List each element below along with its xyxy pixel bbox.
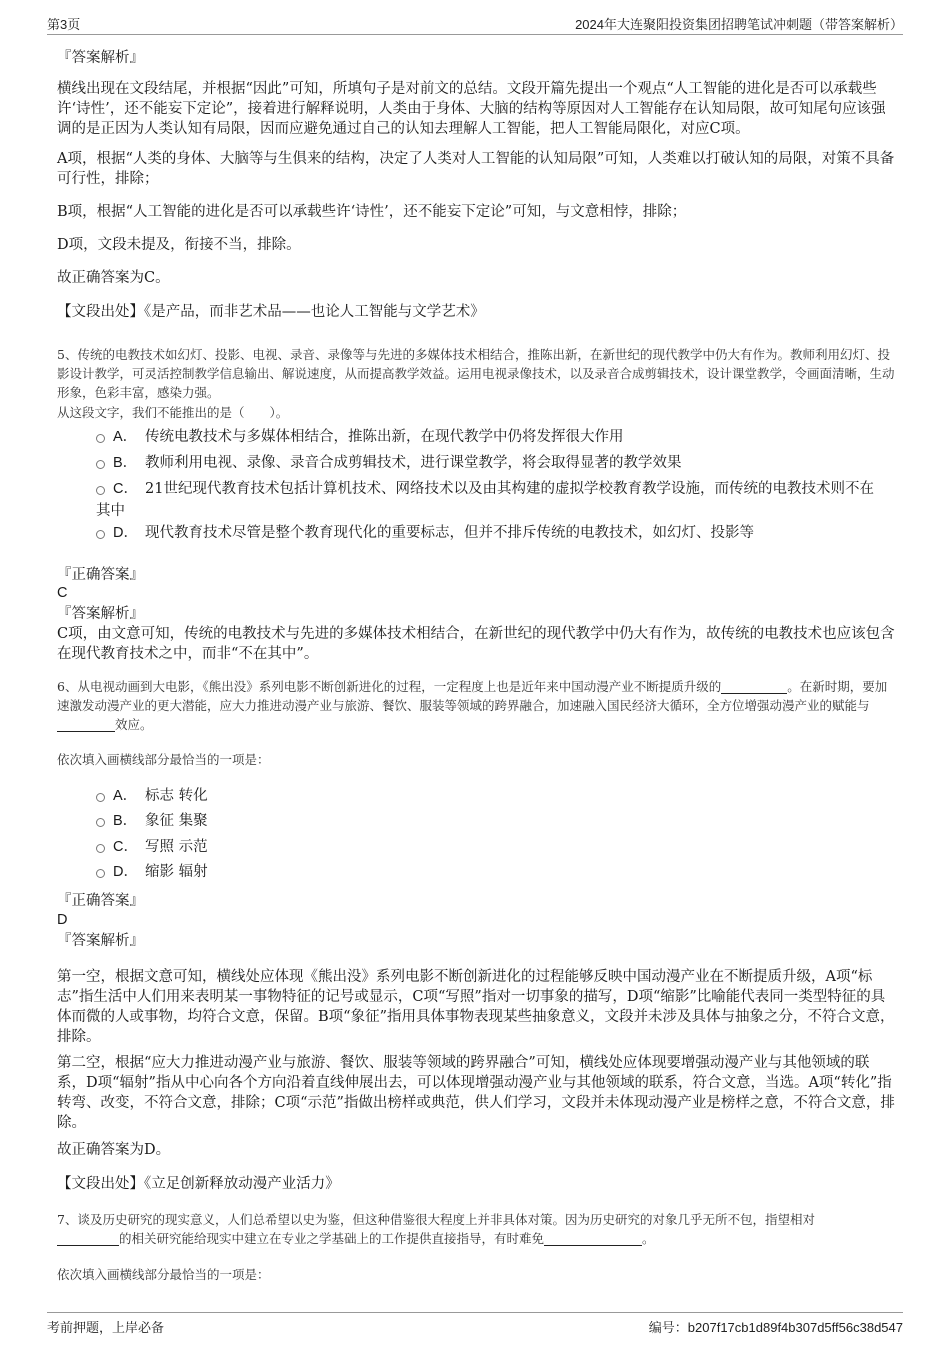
option-d[interactable]: [96, 861, 886, 883]
radio-icon[interactable]: [96, 434, 105, 443]
answer-heading: 『正确答案』: [57, 567, 144, 583]
analysis-heading: 『答案解析』: [57, 50, 144, 66]
passage-source: 【文段出处】《是产品，而非艺术品——也论人工智能与文学艺术》: [57, 304, 485, 320]
option-text: 写照 示范: [145, 839, 208, 855]
analysis-paragraph: A项，根据“人类的身体、大脑等与生俱来的结构，决定了人类对人工智能的认知局限”可知，人类难以打破认知的局限，对策不具备可行性，排除；: [57, 151, 895, 187]
radio-icon[interactable]: [96, 793, 105, 802]
analysis-conclusion: 故正确答案为D。: [57, 1142, 171, 1158]
option-letter: D．: [113, 864, 138, 880]
analysis-heading: 『答案解析』: [57, 933, 144, 949]
stem-text: 7、谈及历史研究的现实意义，人们总希望以史为鉴，但这种借鉴很大程度上并非具体对策。因为历史研究的对象几乎无所不包，指望相对: [57, 1212, 815, 1227]
option-c[interactable]: [96, 478, 886, 522]
radio-icon[interactable]: [96, 869, 105, 878]
question-6-prompt: 依次填入画横线部分最恰当的一项是：: [57, 752, 270, 767]
answer-heading: 『正确答案』: [57, 893, 144, 909]
option-a[interactable]: [96, 426, 886, 448]
option-text: 传统电教技术与多媒体相结合，推陈出新，在现代教学中仍将发挥很大作用: [145, 429, 624, 445]
correct-answer: C: [57, 585, 68, 601]
analysis-paragraph: D项，文段未提及，衔接不当，排除。: [57, 237, 301, 253]
option-letter: C．: [113, 481, 138, 497]
question-6-stem: [57, 677, 895, 734]
option-text: 象征 集聚: [145, 813, 208, 829]
passage-source: 【文段出处】《立足创新释放动漫产业活力》: [57, 1176, 340, 1192]
option-letter: B．: [113, 813, 138, 829]
analysis-paragraph: B项，根据“人工智能的进化是否可以承载些许‘诗性’，还不能妄下定论”可知，与文意相悖，排除；: [57, 204, 687, 220]
stem-text: 效应。: [115, 717, 153, 732]
radio-icon[interactable]: [96, 460, 105, 469]
option-text: 21世纪现代教育技术包括计算机技术、网络技术以及由其构建的虚拟学校教育教学设施，而传统的电教技术则不在其中: [96, 481, 874, 519]
radio-icon[interactable]: [96, 530, 105, 539]
option-text: 现代教育技术尽管是整个教育现代化的重要标志，但并不排斥传统的电教技术，如幻灯、投影等: [145, 525, 754, 541]
question-5-stem: 5、传统的电教技术如幻灯、投影、电视、录音、录像等与先进的多媒体技术相结合，推陈出新，在新世纪的现代教学中仍大有作为。教师利用幻灯、投影设计教学，可灵活控制教学信息输出、解说速度，从而提高教学效益。运用电视录像技术，以及录音合成剪辑技术，设计课堂教学，令画面清晰，生动形象，色彩丰富，感染力强。: [57, 347, 895, 400]
option-letter: C．: [113, 839, 138, 855]
page-number: 第3页: [47, 17, 81, 32]
document-id: 编号：b207f17cb1d89f4b307d5ff56c38d547: [648, 1320, 903, 1335]
option-text: 标志 转化: [145, 788, 208, 804]
radio-icon[interactable]: [96, 486, 105, 495]
question-7-stem: [57, 1210, 895, 1248]
fill-blank: [57, 1231, 119, 1246]
footer-slogan: 考前押题，上岸必备: [47, 1320, 165, 1335]
stem-text: 。: [642, 1231, 655, 1246]
option-b[interactable]: [96, 810, 886, 832]
correct-answer: D: [57, 912, 68, 928]
stem-text: 的相关研究能给现实中建立在专业之学基础上的工作提供直接指导，有时难免: [119, 1231, 545, 1246]
fill-blank: [544, 1231, 642, 1246]
analysis-conclusion: 故正确答案为C。: [57, 270, 170, 286]
option-letter: A．: [113, 788, 138, 804]
option-letter: D．: [113, 525, 138, 541]
option-letter: A．: [113, 429, 138, 445]
analysis-paragraph: 第一空，根据文意可知，横线处应体现《熊出没》系列电影不断创新进化的过程能够反映中国动漫产业在不断提质升级，A项“标志”指生活中人们用来表明某一事物特征的记号或显示，C项“写照”指对一切事象的描写，D项“缩影”比喻能代表同一类型特征的具体而微的人或事物，均符合文意，保留。B项“象征”指用具体事物表现某些抽象意义，文段并未涉及具体与抽象之分，不符合文意，排除。: [57, 969, 895, 1045]
option-b[interactable]: [96, 452, 886, 474]
question-5-prompt: 从这段文字，我们不能推出的是（ ）。: [57, 405, 289, 420]
stem-text: 6、从电视动画到大电影，《熊出没》系列电影不断创新进化的过程，一定程度上也是近年来中国动漫产业不断提质升级的: [57, 679, 722, 694]
radio-icon[interactable]: [96, 818, 105, 827]
option-text: 教师利用电视、录像、录音合成剪辑技术，进行课堂教学，将会取得显著的教学效果: [145, 455, 682, 471]
radio-icon[interactable]: [96, 844, 105, 853]
option-a[interactable]: [96, 785, 886, 807]
analysis-paragraph: 第二空，根据“应大力推进动漫产业与旅游、餐饮、服装等领域的跨界融合”可知，横线处应体现要增强动漫产业与其他领域的联系，D项“辐射”指从中心向各个方向沿着直线伸展出去，可以体现增强动漫产业与其他领域的联系，符合文意，当选。A项“转化”指转弯、改变，不符合文意，排除；C项“示范”指做出榜样或典范，供人们学习，文段并未体现动漫产业是榜样之意，不符合文意，排除。: [57, 1055, 895, 1131]
option-text: 缩影 辐射: [145, 864, 208, 880]
option-c[interactable]: [96, 836, 886, 858]
analysis-paragraph: 横线出现在文段结尾，并根据“因此”可知，所填句子是对前文的总结。文段开篇先提出一个观点“人工智能的进化是否可以承载些许‘诗性’，还不能妄下定论”，接着进行解释说明，人类由于身体、大脑的结构等原因对人工智能存在认知局限，故可知尾句应该强调的是正因为人类认知有局限，因而应避免通过自己的认知去理解人工智能，把人工智能局限化，对应C项。: [57, 81, 886, 137]
document-title: 2024年大连聚阳投资集团招聘笔试冲刺题（带答案解析）: [575, 17, 903, 32]
option-d[interactable]: [96, 522, 886, 544]
page-footer: [47, 1312, 903, 1337]
stem-text: 。在新时期，要加速激发动漫产业的更大潜能，应大力推进动漫产业与旅游、餐饮、服装等领域的跨界融合，加速融入国民经济大循环，全方位增强动漫产业的赋能与: [57, 679, 888, 713]
page-header: [47, 12, 903, 35]
option-letter: B．: [113, 455, 138, 471]
question-7-prompt: 依次填入画横线部分最恰当的一项是：: [57, 1267, 270, 1282]
analysis-heading: 『答案解析』: [57, 606, 144, 622]
fill-blank: [57, 717, 115, 732]
analysis-paragraph: C项，由文意可知，传统的电教技术与先进的多媒体技术相结合，在新世纪的现代教学中仍大有作为，故传统的电教技术也应该包含在现代教育技术之中，而非“不在其中”。: [57, 626, 895, 662]
fill-blank: [721, 679, 787, 694]
